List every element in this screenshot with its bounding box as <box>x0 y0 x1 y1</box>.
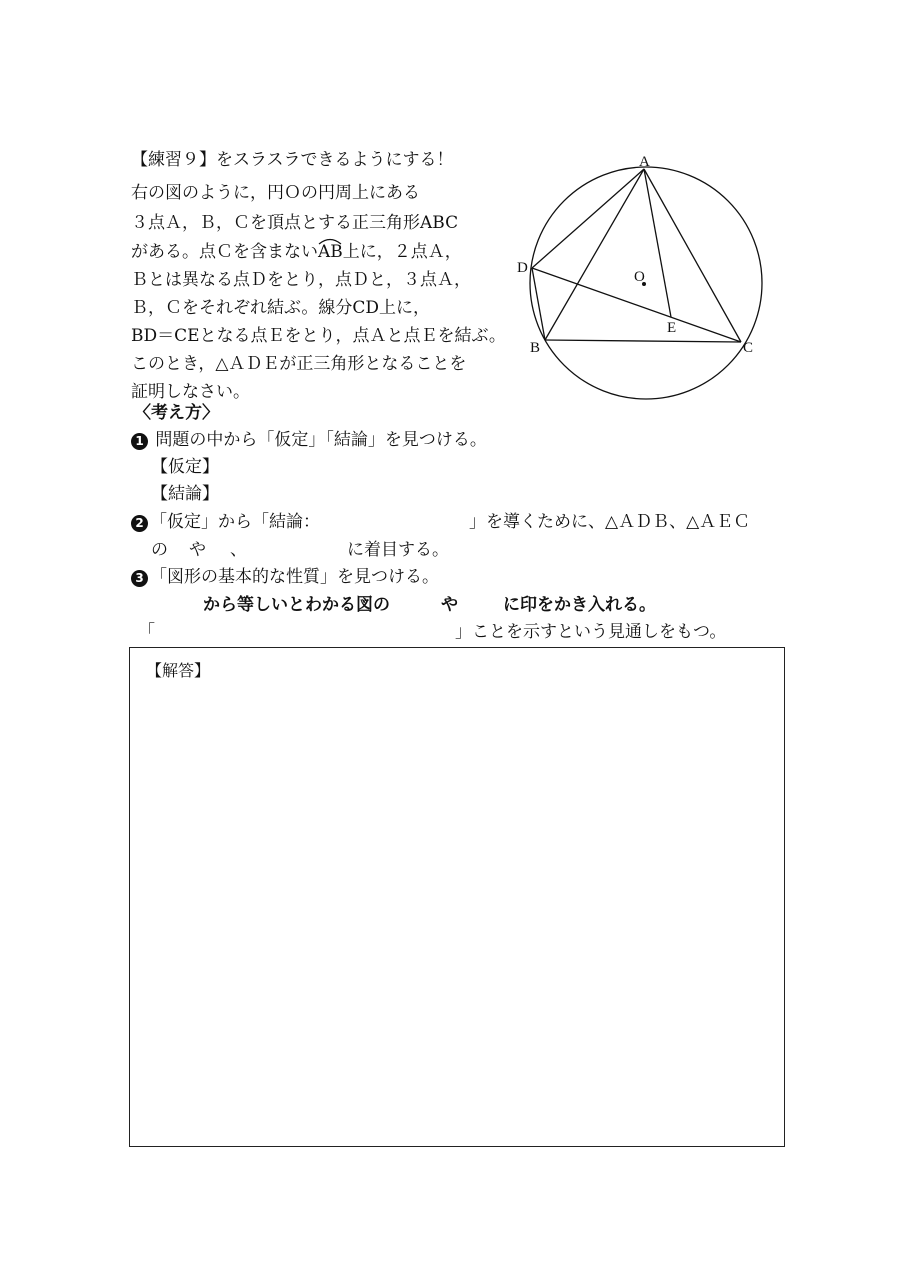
method-heading: 〈考え方〉 <box>134 403 219 423</box>
outlook-open-bracket: 「 <box>138 622 155 642</box>
segment-bc <box>545 340 741 342</box>
figure-lines <box>532 169 741 342</box>
step-3 <box>131 567 439 587</box>
step-2-comma: 、 <box>230 540 247 560</box>
problem-line-3 <box>131 242 462 262</box>
problem-line-1: 右の図のように，円Ｏの円周上にある <box>131 183 420 203</box>
problem-line-2: ３点Ａ，Ｂ，Ｃを頂点とする正三角形ABC <box>131 213 459 233</box>
problem-line-3-suffix: 上に，２点Ａ， <box>342 242 462 262</box>
hint-line-a: から等しいとわかる図の <box>203 595 390 615</box>
conclusion-label: 【結論】 <box>151 484 219 504</box>
hint-line-b: や <box>441 595 458 615</box>
label-b: B <box>530 340 541 356</box>
problem-line-5: Ｂ，Ｃをそれぞれ結ぶ。線分CD上に， <box>131 298 430 318</box>
segment-ae <box>644 169 671 317</box>
circle-triangle-figure <box>505 148 795 408</box>
outlook-text: 」ことを示すという見通しをもつ。 <box>455 622 727 642</box>
step-2-ya: や <box>189 540 206 560</box>
answer-label: 【解答】 <box>146 661 211 680</box>
segment-ac <box>644 169 741 342</box>
arc-label: AB <box>318 242 343 262</box>
assumption-label: 【仮定】 <box>151 457 219 477</box>
step-2 <box>131 512 320 532</box>
label-o: O <box>634 269 645 285</box>
step-2-no: の <box>151 540 168 560</box>
label-a: A <box>639 154 650 170</box>
arc-symbol <box>318 237 342 245</box>
segment-db <box>532 268 545 340</box>
label-c: C <box>743 340 754 356</box>
problem-title: 【練習９】をスラスラできるようにする！ <box>131 150 454 170</box>
problem-line-3-prefix: がある。点Ｃを含まない <box>131 242 318 262</box>
step-1-badge: 1 <box>131 433 148 450</box>
problem-line-8: 証明しなさい。 <box>131 382 250 402</box>
step-3-text: 「図形の基本的な性質」を見つける。 <box>150 567 439 587</box>
segment-da <box>532 169 644 268</box>
arc-ab <box>318 242 343 262</box>
step-1 <box>131 430 487 450</box>
answer-box[interactable] <box>129 647 785 1147</box>
label-d: D <box>517 260 528 276</box>
hint-line-c: に印をかき入れる。 <box>503 595 656 615</box>
segment-ab <box>545 169 644 340</box>
label-e: E <box>667 320 677 336</box>
step-2-badge: 2 <box>131 515 148 532</box>
problem-line-7: このとき，△ＡＤＥが正三角形となることを <box>131 354 467 374</box>
step-2-text-b: 」を導くために、△ＡＤＢ、△ＡＥＣ <box>469 512 751 532</box>
circle-o <box>530 167 762 399</box>
step-1-text: 問題の中から「仮定」「結論」を見つける。 <box>155 430 487 450</box>
problem-line-4: Ｂとは異なる点Ｄをとり，点Ｄと，３点Ａ， <box>131 270 471 290</box>
step-2-text-a: 「仮定」から「結論： <box>150 512 320 532</box>
step-2-focus: に着目する。 <box>347 540 449 560</box>
step-3-badge: 3 <box>131 570 148 587</box>
problem-line-6: BD＝CEとなる点Ｅをとり，点Ａと点Ｅを結ぶ。 <box>131 326 506 346</box>
